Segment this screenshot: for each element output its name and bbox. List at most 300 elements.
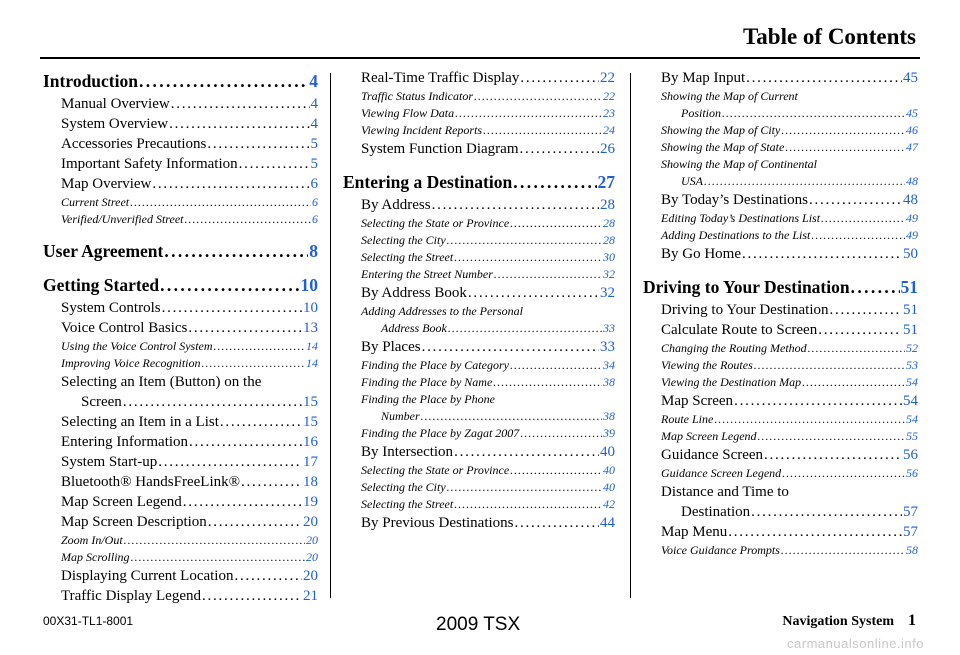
toc-page-link[interactable]: 42 [603, 497, 615, 511]
toc-page-link[interactable]: 32 [600, 285, 615, 301]
toc-entry-label: Voice Guidance Prompts [661, 543, 780, 557]
toc-entry[interactable] [43, 94, 318, 114]
toc-entry[interactable] [343, 122, 615, 139]
dot-leader [758, 428, 905, 445]
toc-entry[interactable] [43, 70, 318, 92]
toc-entry[interactable] [643, 340, 918, 357]
toc-entry[interactable] [643, 244, 918, 264]
toc-page-link[interactable]: 57 [903, 524, 918, 540]
dot-leader [448, 320, 602, 337]
toc-entry[interactable] [43, 338, 318, 355]
toc-entry[interactable] [43, 298, 318, 318]
dot-leader [202, 355, 305, 372]
toc-entry-label: Editing Today’s Destinations List [661, 211, 821, 225]
toc-page-link[interactable]: 18 [303, 474, 318, 490]
toc-entry-title: Adding Addresses to the Personal [361, 304, 523, 318]
dot-leader [234, 566, 302, 586]
dot-leader [208, 512, 302, 532]
dot-leader [183, 492, 302, 512]
toc-page-link[interactable]: 49 [906, 228, 918, 242]
toc-page-link[interactable]: 40 [603, 480, 615, 494]
toc-entry-label: Introduction [43, 71, 138, 91]
toc-page-link[interactable]: 49 [906, 211, 918, 225]
toc-entry-label: System Overview [61, 116, 169, 132]
toc-entry-label: Selecting the State or Province [361, 216, 510, 230]
dot-leader [483, 122, 602, 139]
toc-page-link[interactable]: 44 [600, 515, 615, 531]
toc-entry-title: Selecting an Item (Button) on the [61, 374, 262, 390]
toc-entry[interactable] [43, 355, 318, 372]
toc-entry-label: Selecting the State or Province [361, 463, 510, 477]
toc-page-link[interactable]: 28 [603, 233, 615, 247]
toc-page-link[interactable]: 53 [906, 358, 918, 372]
toc-page-link[interactable]: 33 [603, 321, 615, 335]
toc-entry-label: Finding the Place by Name [361, 375, 493, 389]
toc-entry-label: Displaying Current Location [61, 568, 234, 584]
toc-page-link[interactable]: 22 [603, 89, 615, 103]
dot-leader [474, 88, 602, 105]
section-name: Navigation System [782, 614, 894, 629]
toc-entry[interactable] [643, 190, 918, 210]
toc-page-link[interactable]: 48 [906, 174, 918, 188]
toc-entry[interactable] [343, 283, 615, 303]
toc-entry-label: Viewing the Routes [661, 358, 753, 372]
toc-entry[interactable] [43, 492, 318, 512]
toc-page-link[interactable]: 54 [903, 393, 918, 409]
dot-leader [447, 479, 602, 496]
toc-page-link[interactable]: 19 [303, 494, 318, 510]
toc-entry-label: Entering a Destination [343, 172, 513, 192]
toc-page-link[interactable]: 14 [306, 356, 318, 370]
page-number: 1 [908, 612, 916, 629]
toc-entry-label: Viewing Flow Data [361, 106, 455, 120]
toc-entry-label: Guidance Screen Legend [661, 466, 782, 480]
toc-page-link[interactable]: 28 [600, 197, 615, 213]
toc-page-link[interactable]: 4 [310, 96, 318, 112]
dot-leader [131, 549, 305, 566]
dot-leader [821, 210, 905, 227]
toc-entry[interactable] [643, 227, 918, 244]
toc-entry-label: Map Screen Description [61, 514, 207, 530]
toc-entry[interactable] [343, 408, 615, 425]
toc-entry-label: Entering the Street Number [361, 267, 493, 281]
toc-page-link[interactable]: 13 [303, 320, 318, 336]
dot-leader [185, 211, 311, 228]
dot-leader [207, 134, 309, 154]
dot-leader [422, 337, 599, 357]
toc-entry[interactable] [43, 586, 318, 606]
toc-page-link[interactable]: 14 [306, 339, 318, 353]
document-code: 00X31-TL1-8001 [43, 614, 134, 628]
toc-entry-label: Voice Control Basics [61, 320, 188, 336]
toc-page-link[interactable]: 51 [900, 277, 918, 297]
toc-entry-label: User Agreement [43, 241, 164, 261]
toc-entry-label: USA [681, 174, 703, 188]
watermark: carmanualsonline.info [787, 636, 924, 651]
toc-page-link[interactable]: 40 [603, 463, 615, 477]
toc-entry[interactable] [343, 374, 615, 391]
toc-entry[interactable] [643, 210, 918, 227]
toc-entry[interactable] [43, 211, 318, 228]
toc-page-link[interactable]: 46 [906, 123, 918, 137]
toc-entry-label: By Previous Destinations [361, 515, 514, 531]
toc-entry-label: Viewing Incident Reports [361, 123, 483, 137]
toc-page-link[interactable]: 50 [903, 246, 918, 262]
toc-page-link[interactable]: 10 [300, 275, 318, 295]
toc-entry-label: Map Screen Legend [661, 429, 757, 443]
toc-page-link[interactable]: 6 [310, 176, 318, 192]
toc-entry[interactable] [643, 68, 918, 88]
toc-entry-label: Destination [681, 504, 751, 520]
toc-page-link[interactable]: 10 [303, 300, 318, 316]
toc-entry-label: Driving to Your Destination [643, 277, 850, 297]
toc-page-link[interactable]: 6 [312, 212, 318, 226]
toc-entry-label: Number [381, 409, 420, 423]
toc-entry[interactable] [643, 411, 918, 428]
toc-entry[interactable] [643, 391, 918, 411]
toc-entry[interactable] [343, 88, 615, 105]
toc-entry-title: Showing the Map of Current [661, 89, 798, 103]
toc-entry[interactable] [343, 215, 615, 232]
dot-leader [809, 190, 902, 210]
toc-entry[interactable] [643, 522, 918, 542]
toc-entry[interactable] [343, 320, 615, 337]
toc-entry[interactable] [643, 300, 918, 320]
toc-entry-label: Showing the Map of State [661, 140, 785, 154]
toc-page-link[interactable]: 38 [603, 409, 615, 423]
toc-entry[interactable] [643, 445, 918, 465]
toc-entry-label: Position [681, 106, 722, 120]
dot-leader [189, 432, 302, 452]
toc-entry-label: Getting Started [43, 275, 160, 295]
toc-column-2 [343, 68, 615, 533]
toc-page-link[interactable]: 30 [603, 250, 615, 264]
dot-leader [188, 318, 302, 338]
toc-page-link[interactable]: 28 [603, 216, 615, 230]
dot-leader [164, 240, 308, 262]
toc-entry[interactable] [43, 240, 318, 262]
toc-entry[interactable] [43, 432, 318, 452]
toc-entry[interactable] [643, 465, 918, 482]
toc-entry[interactable] [43, 532, 318, 549]
toc-page-link[interactable]: 33 [600, 339, 615, 355]
toc-entry[interactable] [343, 266, 615, 283]
model-label: 2009 TSX [436, 614, 521, 635]
dot-leader [454, 496, 602, 513]
toc-entry[interactable] [343, 195, 615, 215]
toc-entry-label: Traffic Status Indicator [361, 89, 474, 103]
toc-entry[interactable] [343, 496, 615, 513]
toc-page-link[interactable]: 20 [303, 514, 318, 530]
dot-leader [830, 300, 902, 320]
toc-entry[interactable] [343, 425, 615, 442]
toc-page-link[interactable]: 51 [903, 302, 918, 318]
dot-leader [746, 68, 902, 88]
toc-page-link[interactable]: 6 [312, 195, 318, 209]
toc-entry-label: Manual Overview [61, 96, 170, 112]
toc-entry[interactable] [43, 114, 318, 134]
dot-leader [510, 462, 602, 479]
toc-column-3 [643, 68, 918, 559]
toc-page-link[interactable]: 52 [906, 341, 918, 355]
toc-page-link[interactable]: 5 [310, 136, 318, 152]
toc-entry[interactable] [343, 442, 615, 462]
toc-entry-label: Current Street [61, 195, 130, 209]
toc-page-link[interactable]: 40 [600, 444, 615, 460]
dot-leader [455, 105, 602, 122]
toc-entry[interactable] [343, 357, 615, 374]
toc-page-link[interactable]: 16 [303, 434, 318, 450]
toc-page-link[interactable]: 54 [906, 375, 918, 389]
toc-entry[interactable] [643, 357, 918, 374]
dot-leader [494, 266, 602, 283]
toc-entry[interactable] [343, 68, 615, 88]
toc-entry[interactable] [43, 274, 318, 296]
toc-page-link[interactable]: 5 [310, 156, 318, 172]
toc-page-link[interactable]: 27 [597, 172, 615, 192]
toc-entry-label: Driving to Your Destination [661, 302, 829, 318]
toc-entry[interactable] [343, 513, 615, 533]
dot-leader [754, 357, 905, 374]
toc-entry[interactable] [643, 320, 918, 340]
toc-entry-label: By Today’s Destinations [661, 192, 809, 208]
toc-entry[interactable] [643, 122, 918, 139]
toc-page-link[interactable]: 4 [309, 71, 318, 91]
toc-entry-label: Traffic Display Legend [61, 588, 201, 604]
toc-page-link[interactable]: 38 [603, 375, 615, 389]
toc-entry-label: Guidance Screen [661, 447, 764, 463]
toc-entry-label: By Places [361, 339, 421, 355]
dot-leader [158, 452, 302, 472]
toc-entry[interactable] [43, 318, 318, 338]
toc-entry[interactable] [43, 512, 318, 532]
toc-entry[interactable] [43, 154, 318, 174]
dot-leader [818, 320, 902, 340]
toc-entry[interactable] [343, 337, 615, 357]
dot-leader [722, 105, 905, 122]
toc-entry-label: By Address [361, 197, 431, 213]
toc-entry-label: By Go Home [661, 246, 741, 262]
toc-entry-label: Selecting the City [361, 480, 446, 494]
toc-entry-label: Route Line [661, 412, 714, 426]
dot-leader [468, 283, 599, 303]
toc-entry[interactable] [43, 134, 318, 154]
toc-entry[interactable] [43, 174, 318, 194]
toc-entry-label: Selecting the City [361, 233, 446, 247]
dot-leader [162, 298, 302, 318]
dot-leader [493, 374, 602, 391]
dot-leader [728, 522, 902, 542]
toc-page-link[interactable]: 57 [903, 504, 918, 520]
toc-entry-label: Map Screen Legend [61, 494, 182, 510]
toc-entry-label: Changing the Routing Method [661, 341, 807, 355]
toc-entry-label: Viewing the Destination Map [661, 375, 802, 389]
toc-entry-label: System Start-up [61, 454, 158, 470]
toc-page-link[interactable]: 56 [906, 466, 918, 480]
dot-leader [214, 338, 305, 355]
toc-page-link[interactable]: 39 [603, 426, 615, 440]
toc-page-link[interactable]: 4 [310, 116, 318, 132]
toc-entry-label: Calculate Route to Screen [661, 322, 818, 338]
toc-entry-label: By Address Book [361, 285, 467, 301]
toc-entry[interactable] [643, 105, 918, 122]
dot-leader [520, 68, 599, 88]
dot-leader [447, 232, 602, 249]
dot-leader [785, 139, 905, 156]
toc-entry[interactable] [643, 374, 918, 391]
dot-leader [811, 227, 905, 244]
toc-entry-title: Showing the Map of Continental [661, 157, 817, 171]
toc-entry-label: Map Screen [661, 393, 734, 409]
toc-page-link[interactable]: 26 [600, 141, 615, 157]
dot-leader [139, 70, 308, 92]
toc-column-1 [43, 68, 318, 606]
dot-leader [734, 391, 902, 411]
toc-entry-label: Accessories Precautions [61, 136, 207, 152]
toc-page-link[interactable]: 15 [303, 394, 318, 410]
dot-leader [520, 425, 602, 442]
toc-page-link[interactable]: 45 [903, 70, 918, 86]
dot-leader [782, 465, 905, 482]
toc-entry-label: Real-Time Traffic Display [361, 70, 520, 86]
dot-leader [124, 532, 305, 549]
dot-leader [520, 139, 600, 159]
toc-entry-label: Important Safety Information [61, 156, 238, 172]
toc-page-link[interactable]: 20 [306, 533, 318, 547]
dot-leader [808, 340, 905, 357]
dot-leader [704, 173, 905, 190]
toc-page-link[interactable]: 15 [303, 414, 318, 430]
toc-page-link[interactable]: 34 [603, 358, 615, 372]
toc-entry-label: System Function Diagram [361, 141, 519, 157]
dot-leader [510, 357, 602, 374]
dot-leader [802, 374, 905, 391]
dot-leader [764, 445, 902, 465]
toc-entry[interactable] [643, 276, 918, 298]
toc-entry-label: Finding the Place by Category [361, 358, 509, 372]
toc-page-link[interactable]: 22 [600, 70, 615, 86]
dot-leader [239, 154, 310, 174]
toc-entry[interactable] [643, 139, 918, 156]
toc-entry-label: Screen [81, 394, 122, 410]
toc-page-link[interactable]: 45 [906, 106, 918, 120]
toc-entry-label: Map Overview [61, 176, 152, 192]
dot-leader [781, 122, 905, 139]
dot-leader [513, 171, 596, 193]
toc-entry[interactable] [343, 479, 615, 496]
toc-entry[interactable] [643, 428, 918, 445]
dot-leader [714, 411, 905, 428]
toc-page-link[interactable]: 48 [903, 192, 918, 208]
dot-leader [515, 513, 600, 533]
dot-leader [202, 586, 302, 606]
toc-entry[interactable] [643, 502, 918, 522]
column-divider-1 [330, 73, 331, 598]
dot-leader [454, 249, 602, 266]
dot-leader [220, 412, 302, 432]
toc-entry-label: Bluetooth® HandsFreeLink® [61, 474, 241, 490]
dot-leader [454, 442, 599, 462]
toc-entry-label: Adding Destinations to the List [661, 228, 811, 242]
toc-entry[interactable] [43, 392, 318, 412]
dot-leader [851, 276, 900, 298]
dot-leader [742, 244, 902, 264]
toc-entry-label: Finding the Place by Zagat 2007 [361, 426, 520, 440]
footer-section [782, 612, 916, 630]
toc-page-link[interactable]: 24 [603, 123, 615, 137]
toc-entry[interactable] [343, 139, 615, 159]
toc-entry-label: Showing the Map of City [661, 123, 781, 137]
toc-page-link[interactable]: 21 [303, 588, 318, 604]
dot-leader [152, 174, 309, 194]
dot-leader [421, 408, 602, 425]
toc-entry-title: Distance and Time to [661, 484, 789, 500]
toc-page-link[interactable]: 20 [303, 568, 318, 584]
toc-page-link[interactable]: 17 [303, 454, 318, 470]
dot-leader [169, 114, 309, 134]
toc-page-link[interactable]: 55 [906, 429, 918, 443]
toc-entry-label: Selecting an Item in a List [61, 414, 219, 430]
toc-page-link[interactable]: 54 [906, 412, 918, 426]
page-title: Table of Contents [743, 24, 916, 49]
toc-entry[interactable] [343, 232, 615, 249]
toc-entry-label: Selecting the Street [361, 497, 454, 511]
toc-entry[interactable] [43, 412, 318, 432]
toc-page-link[interactable]: 56 [903, 447, 918, 463]
toc-entry-label: By Map Input [661, 70, 746, 86]
toc-entry-label: Verified/Unverified Street [61, 212, 184, 226]
toc-entry[interactable] [343, 171, 615, 193]
toc-entry[interactable] [43, 549, 318, 566]
toc-entry[interactable] [343, 249, 615, 266]
toc-entry-label: By Intersection [361, 444, 454, 460]
toc-entry-title: Finding the Place by Phone [361, 392, 495, 406]
toc-entry-label: Improving Voice Recognition [61, 356, 201, 370]
toc-page-link[interactable]: 51 [903, 322, 918, 338]
toc-page-link[interactable]: 47 [906, 140, 918, 154]
toc-entry[interactable] [643, 173, 918, 190]
toc-entry[interactable] [643, 542, 918, 559]
toc-entry[interactable] [43, 566, 318, 586]
toc-entry[interactable] [43, 194, 318, 211]
toc-entry-label: Zoom In/Out [61, 533, 123, 547]
toc-page-link[interactable]: 23 [603, 106, 615, 120]
toc-page-link[interactable]: 8 [309, 241, 318, 261]
column-divider-2 [630, 73, 631, 598]
dot-leader [751, 502, 902, 522]
dot-leader [241, 472, 302, 492]
toc-entry[interactable] [343, 105, 615, 122]
toc-entry-label: Selecting the Street [361, 250, 454, 264]
toc-entry-label: Map Menu [661, 524, 728, 540]
toc-entry[interactable] [43, 472, 318, 492]
toc-entry[interactable] [343, 462, 615, 479]
dot-leader [510, 215, 602, 232]
toc-page-link[interactable]: 58 [906, 543, 918, 557]
toc-entry-label: System Controls [61, 300, 161, 316]
title-divider [40, 57, 920, 59]
dot-leader [432, 195, 599, 215]
dot-leader [781, 542, 905, 559]
dot-leader [123, 392, 302, 412]
toc-page-link[interactable]: 20 [306, 550, 318, 564]
toc-entry-label: Using the Voice Control System [61, 339, 213, 353]
toc-entry-label: Map Scrolling [61, 550, 130, 564]
toc-entry[interactable] [43, 452, 318, 472]
toc-page-link[interactable]: 32 [603, 267, 615, 281]
toc-entry-label: Entering Information [61, 434, 189, 450]
dot-leader [160, 274, 299, 296]
